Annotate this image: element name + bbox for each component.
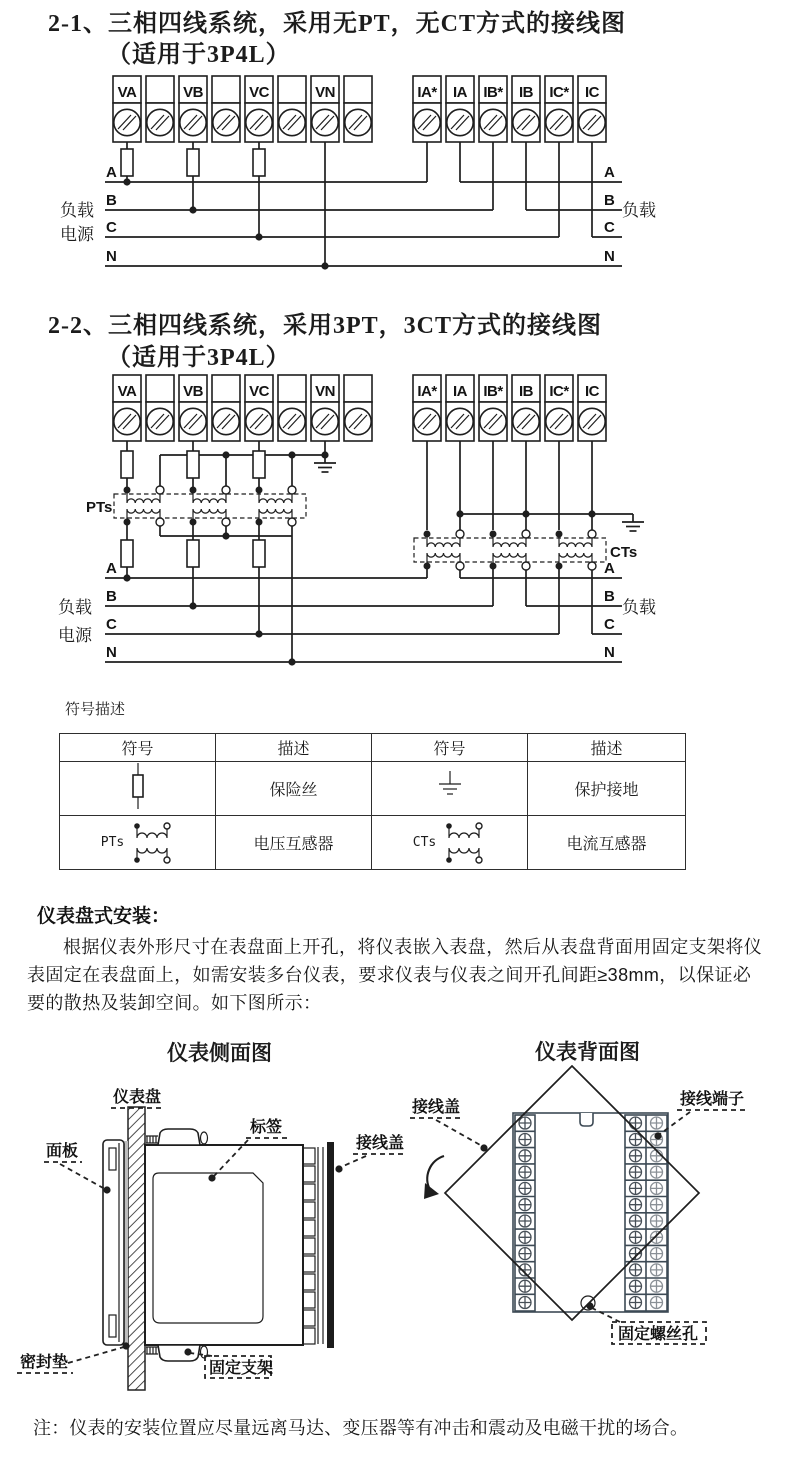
install-paragraph: 根据仪表外形尺寸在表盘面上开孔，将仪表嵌入表盘，然后从表盘背面用固定支架将仪表固定在表盘面上，如需安装多台仪表，要求仪表与仪表之间开孔间距≥38mm，以保证必要的散热及装卸空间。如下图所示： (27, 937, 763, 1013)
svg-text:A: A (604, 164, 615, 181)
svg-text:固定支架: 固定支架 (209, 1360, 274, 1377)
terminal-label-ia-star: IA* (417, 84, 437, 101)
back-view-title: 仪表背面图 (535, 1040, 640, 1064)
svg-text:固定螺丝孔: 固定螺丝孔 (618, 1326, 699, 1343)
svg-text:C: C (106, 616, 117, 633)
svg-text:B: B (106, 588, 117, 605)
source-load-label: 负载 (58, 598, 92, 617)
pt-secondary-wires (127, 522, 292, 662)
svg-text:标签: 标签 (250, 1119, 283, 1136)
svg-text:B: B (604, 588, 615, 605)
panel-wall (128, 1107, 145, 1390)
section-2-2-subtitle: （适用于3P4L） (107, 345, 291, 371)
top-fixing-bracket (146, 1129, 208, 1145)
current-terminal-blocks (413, 76, 606, 142)
junction-dots (123, 178, 328, 269)
svg-text:接线盖: 接线盖 (412, 1099, 461, 1116)
meter-back-view (400, 1065, 770, 1400)
cts-label: CTs (610, 544, 638, 561)
source-power-label: 电源 (60, 225, 94, 244)
ct-desc-cell: 电流互感器 (528, 816, 686, 870)
table-row (60, 762, 686, 816)
ct-symbol-cell (372, 816, 528, 870)
callout-front-panel (44, 1142, 111, 1194)
terminal-label-ia: IA (453, 383, 467, 400)
section-2-1-title: 2-1、三相四线系统，采用无PT，无CT方式的接线图 (48, 11, 626, 37)
callout-panel-board (111, 1087, 163, 1108)
terminal-label-ic: IC (585, 383, 599, 400)
svg-text:A: A (604, 560, 615, 577)
terminal-label-va: VA (117, 383, 137, 400)
line-labels (58, 560, 656, 661)
pts-label: PTs (86, 499, 113, 516)
pt-winding-icon (130, 821, 174, 865)
ct-symbol-label: CTs (412, 835, 437, 850)
section-2-1-subtitle: （适用于3P4L） (107, 42, 291, 68)
wiring-diagram-3pt-3ct (40, 370, 700, 680)
svg-text:密封垫: 密封垫 (20, 1354, 69, 1371)
wiring-diagram-no-pt-ct (40, 70, 700, 292)
svg-text:N: N (106, 644, 117, 661)
right-terminal-columns (625, 1115, 667, 1311)
svg-text:接线盖: 接线盖 (356, 1135, 405, 1152)
svg-text:B: B (604, 192, 615, 209)
terminal-label-va: VA (117, 84, 137, 101)
pt-symbol-cell (60, 816, 216, 870)
svg-text:仪表盘: 仪表盘 (113, 1089, 162, 1106)
install-heading: 仪表盘式安装： (37, 906, 171, 927)
terminal-label-ib-star: IB* (483, 84, 503, 101)
source-power-label: 电源 (58, 626, 92, 645)
svg-text:C: C (604, 616, 615, 633)
table-header-row (60, 734, 686, 762)
voltage-terminal-blocks (113, 375, 372, 441)
symbol-table-caption: 符号描述 (65, 702, 126, 718)
callout-terminal-cover (410, 1097, 488, 1152)
ct-winding-icon (442, 821, 486, 865)
terminal-label-vc: VC (249, 383, 269, 400)
pt-transformers (86, 486, 306, 526)
phase-lines (105, 578, 622, 662)
svg-text:N: N (604, 248, 615, 265)
meter-body (145, 1145, 303, 1345)
callout-terminal-cover (335, 1133, 406, 1173)
svg-text:面板: 面板 (46, 1143, 79, 1160)
ground-desc-cell: 保护接地 (528, 762, 686, 816)
terminal-label-ia-star: IA* (417, 383, 437, 400)
section-2-2-title: 2-2、三相四线系统，采用3PT，3CT方式的接线图 (48, 313, 602, 339)
pt-primary-wires (127, 441, 325, 487)
svg-text:C: C (604, 219, 615, 236)
meter-side-view (15, 1075, 410, 1400)
bottom-fixing-bracket (146, 1345, 208, 1361)
terminal-label-ic: IC (585, 84, 599, 101)
col-header-desc-1: 描述 (216, 734, 372, 762)
ground-icon (435, 770, 465, 802)
phase-lines (105, 182, 622, 266)
ground-symbol-cell (372, 762, 528, 816)
col-header-symbol-1: 符号 (60, 734, 216, 762)
current-terminal-blocks (413, 375, 606, 441)
terminal-label-ia: IA (453, 84, 467, 101)
terminal-strip (303, 1147, 323, 1344)
load-label: 负载 (622, 598, 656, 617)
svg-text:B: B (106, 192, 117, 209)
terminal-label-vn: VN (315, 383, 335, 400)
terminal-label-vc: VC (249, 84, 269, 101)
pt-desc-cell: 电压互感器 (216, 816, 372, 870)
terminal-label-ic-star: IC* (549, 383, 569, 400)
terminal-label-ib-star: IB* (483, 383, 503, 400)
terminal-label-ib: IB (519, 84, 533, 101)
fuses (121, 149, 265, 176)
col-header-symbol-2: 符号 (372, 734, 528, 762)
ground-symbols (314, 455, 644, 531)
callout-gasket (17, 1342, 130, 1373)
terminal-label-vn: VN (315, 84, 335, 101)
rotate-arrow (424, 1156, 444, 1199)
source-load-label: 负载 (60, 201, 94, 220)
terminal-label-ic-star: IC* (549, 84, 569, 101)
svg-text:A: A (106, 560, 117, 577)
fuse-icon (123, 762, 153, 810)
side-view-title: 仪表侧面图 (167, 1041, 272, 1065)
svg-text:接线端子: 接线端子 (680, 1091, 745, 1108)
terminal-label-vb: VB (183, 383, 203, 400)
line-labels (60, 164, 656, 265)
table-row (60, 816, 686, 870)
load-label: 负载 (622, 201, 656, 220)
fuse-symbol-cell (60, 762, 216, 816)
svg-text:A: A (106, 164, 117, 181)
svg-text:N: N (604, 644, 615, 661)
svg-text:N: N (106, 248, 117, 265)
svg-text:C: C (106, 219, 117, 236)
symbol-table (59, 733, 686, 870)
pt-symbol-label: PTs (100, 835, 125, 850)
col-header-desc-2: 描述 (528, 734, 686, 762)
terminal-label-vb: VB (183, 84, 203, 101)
front-bezel (103, 1140, 124, 1345)
voltage-terminal-blocks (113, 76, 372, 142)
terminal-cover-bar (327, 1142, 334, 1348)
installation-note: 注：仪表的安装位置应尽量远离马达、变压器等有冲击和震动及电磁干扰的场合。 (33, 1418, 689, 1438)
left-terminal-column (515, 1115, 535, 1311)
fuse-desc-cell: 保险丝 (216, 762, 372, 816)
terminal-label-ib: IB (519, 383, 533, 400)
